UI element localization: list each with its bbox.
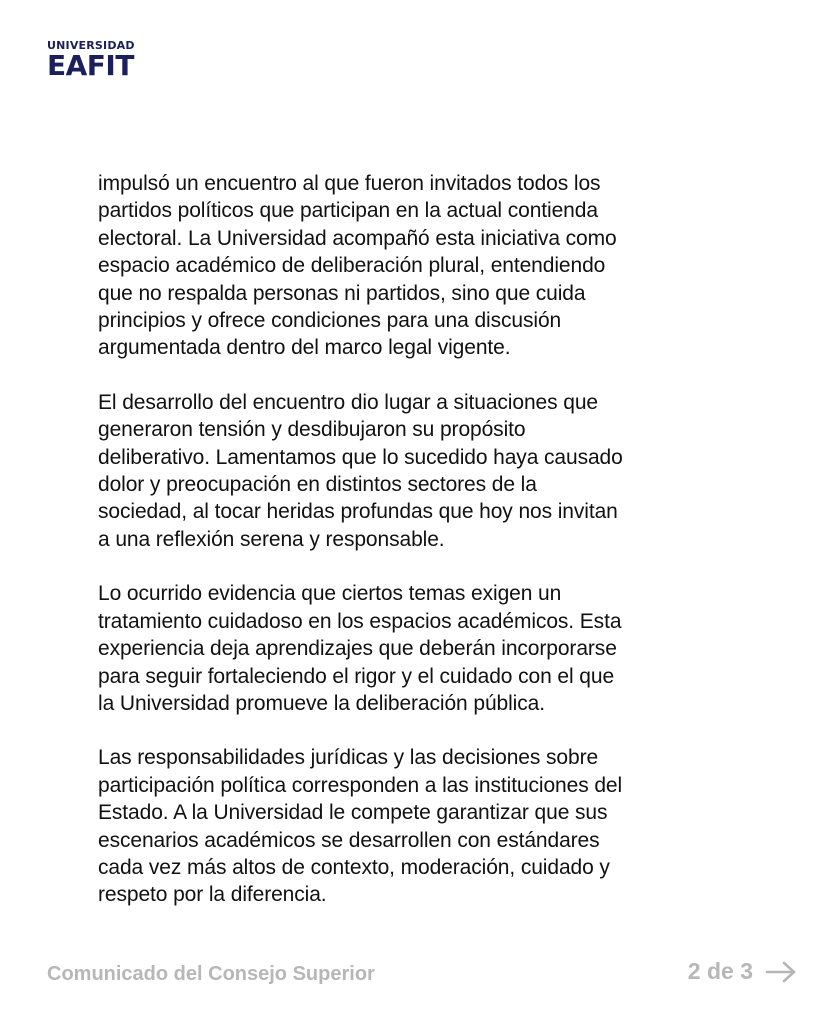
university-logo [47,40,167,80]
statement-body [98,170,738,936]
paragraph-4: Las responsabilidades jurídicas y las decisiones sobre participación política corresponden a las instituciones del Estado. A la Universidad le compete garantizar que sus escenarios académicos se desarrollen con estándares cada vez más altos de contexto, moderación, cuidado y respeto por la diferencia. [98,746,623,907]
page-indicator: 2 de 3 [687,958,753,984]
paragraph-2: El desarrollo del encuentro dio lugar a situaciones que generaron tensión y desdibujaron su propósito deliberativo. Lamentamos que lo sucedido haya causado dolor y preocupación en distintos sectores de la sociedad, al tocar heridas profundas que hoy nos invitan a una reflexión serena y responsable. [98,390,623,551]
arrow-right-icon[interactable] [765,961,797,983]
logo-universidad-text: UNIVERSIDAD [47,39,135,52]
paragraph-3: Lo ocurrido evidencia que ciertos temas exigen un tratamiento cuidadoso en los espacios académicos. Esta experiencia deja aprendizajes que deberán incorporarse para seguir fortaleciendo el rigor y el cuidado con el que la Universidad promueve la deliberación pública. [98,582,622,715]
paragraph-1: impulsó un encuentro al que fueron invitados todos los partidos políticos que participan en la actual contienda electoral. La Universidad acompañó esta iniciativa como espacio académico de deliberación plural, entendiendo que no respalda personas ni partidos, sino que cuida principios y ofrece condiciones para una discusión argumentada dentro del marco legal vigente. [98,172,617,360]
pagination [688,958,797,985]
logo-eafit-text: EAFIT [47,49,134,82]
footer-document-title: Comunicado del Consejo Superior [47,963,375,985]
